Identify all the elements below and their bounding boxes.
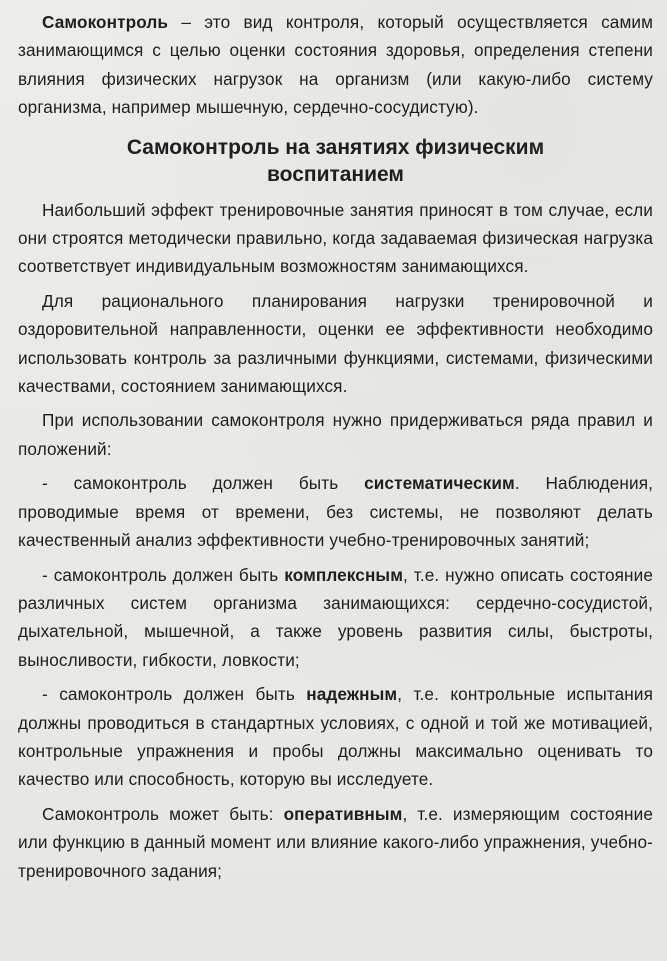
rule-complex-text: , т.е. нужно описать состояние различных систем организма занимающихся: сердечно-сосудистой, дыхательной, мышечной, а также уровень развития силы, быстроты, выносливости, гибкости, ловкости; — [18, 564, 653, 670]
section-heading — [18, 134, 653, 188]
rule-systematic-prefix: - самоконтроль должен быть — [42, 473, 365, 494]
paragraph-rules-intro: При использовании самоконтроля нужно придерживаться ряда правил и положений: — [18, 410, 653, 459]
rule-reliable — [18, 680, 653, 794]
types-prefix: Самоконтроль может быть: — [42, 803, 284, 824]
definition-paragraph — [18, 8, 653, 122]
section-heading-line-1: Самоконтроль на занятиях физическим — [126, 135, 545, 159]
rule-systematic-text: . Наблюдения, проводимые время от времени, без системы, не позволяют делать качественный анализ эффективности учебно-тренировочных занятий; — [18, 473, 653, 551]
rule-complex — [18, 561, 653, 675]
rule-systematic-term: систематическим — [364, 473, 515, 494]
paragraph-effect: Наибольший эффект тренировочные занятия приносят в том случае, если они строятся методически правильно, когда задаваемая физическая нагрузка соответствует индивидуальным возможностям занимающихся. — [18, 199, 653, 277]
rule-complex-term: комплексным — [284, 564, 404, 585]
rule-reliable-text: , т.е. контрольные испытания должны проводиться в стандартных условиях, с одной и той же мотивацией, контрольные упражнения и пробы должны максимально оценивать то качество или способность, которую вы исследуете. — [18, 684, 653, 790]
types-operative-term: оперативным — [283, 803, 403, 824]
definition-term: Самоконтроль — [42, 12, 169, 32]
rule-systematic — [18, 469, 653, 554]
rule-reliable-term: надежным — [306, 684, 398, 705]
rule-reliable-prefix: - самоконтроль должен быть — [42, 684, 307, 705]
paragraph-planning: Для рационального планирования нагрузки тренировочной и оздоровительной направленности, оценки ее эффективности необходимо использовать контроль за различными функциями, системами, физическими качествами, состоянием занимающихся. — [18, 290, 653, 397]
types-text: , т.е. измеряющим состояние или функцию в данный момент или влияние какого-либо упражнения, учебно-тренировочного задания; — [18, 803, 653, 881]
section-heading-line-2: воспитанием — [267, 162, 404, 186]
paragraph-types — [18, 800, 653, 885]
rule-complex-prefix: - самоконтроль должен быть — [42, 564, 285, 585]
definition-text: – это вид контроля, который осуществляется самим занимающимся с целью оценки состояния здоровья, определения степени влияния физических нагрузок на организм (или какую-либо систему организма, например мышечную, сердечно-сосудистую). — [18, 12, 653, 118]
